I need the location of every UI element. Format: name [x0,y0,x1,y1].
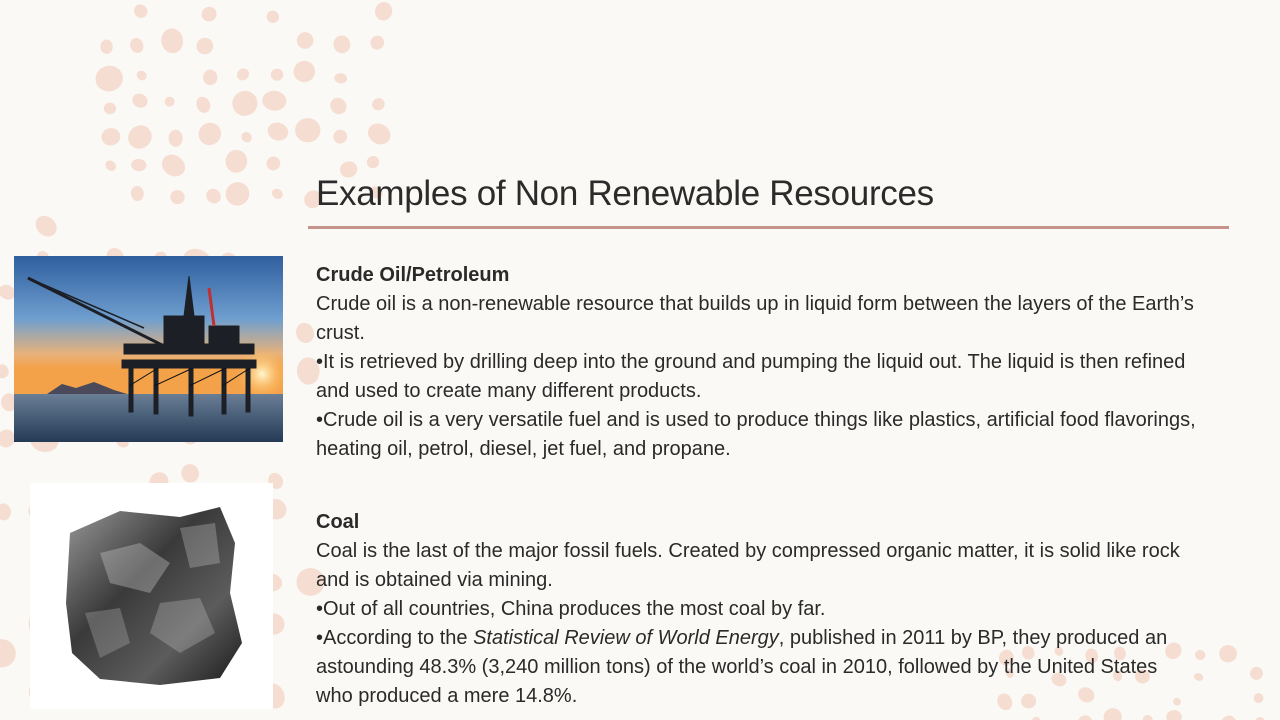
decorative-dot [364,119,394,148]
decorative-dot [293,320,317,345]
decorative-dot [0,362,11,380]
decorative-dot [235,66,252,83]
crude-oil-intro: Crude oil is a non-renewable resource that builds up in liquid form between the layers of the Earth’s crust. [316,293,1194,344]
decorative-dot [364,154,381,171]
decorative-dot [1077,714,1093,720]
decorative-dot [158,150,190,181]
decorative-dot [1031,716,1041,720]
decorative-dot [270,187,285,201]
decorative-dot [265,120,290,143]
decorative-dot [228,86,263,120]
decorative-dot [1141,713,1155,720]
decorative-dot [203,69,218,85]
decorative-dot [164,96,175,107]
coal-bullet-2-after: , published in 2011 by BP, they produced an astounding 48.3% (3,240 million tons) of the world’s coal in 2010, followed by the United States who produced a mere 14.8%. [316,627,1168,707]
coal-bullet-2-citation: Statistical Review of World Energy [473,627,779,649]
decorative-dot [135,69,149,82]
decorative-dot [131,2,150,21]
decorative-dot [131,158,147,172]
decorative-dot [103,158,118,173]
offshore-oil-rig-photo [14,256,283,442]
crude-oil-bullet-1: •It is retrieved by drilling deep into the ground and pumping the liquid out. The liquid is then refined and used to create many different products. [316,351,1186,402]
title-divider [308,226,1229,229]
decorative-dot [261,90,287,112]
coal-bullet-2 [316,624,1196,711]
decorative-dot [194,118,226,150]
decorative-dot [193,35,216,58]
decorative-dot [1218,644,1238,663]
decorative-dot [203,186,223,207]
decorative-dot [334,72,348,84]
slide-title: Examples of Non Renewable Resources [316,174,934,213]
coal-heading: Coal [316,511,360,533]
decorative-dot [1253,693,1264,704]
decorative-dot [123,121,156,154]
decorative-dot [290,57,319,86]
decorative-dot [0,639,16,667]
decorative-dot [168,130,183,148]
decorative-dot [1166,710,1182,720]
coal-bullet-2-before: •According to the [316,627,474,649]
coal-intro: Coal is the last of the major fossil fuels. Created by compressed organic matter, it is solid like rock and is obtained via mining. [316,540,1180,591]
decorative-dot [199,4,219,24]
decorative-dot [128,36,145,55]
decorative-dot [370,96,387,113]
decorative-dot [93,63,126,94]
decorative-dot [159,27,185,55]
crude-oil-section [316,261,1196,464]
decorative-dot [294,117,321,142]
decorative-dot [31,212,60,241]
coal-bullet-1: •Out of all countries, China produces the most coal by far. [316,598,826,620]
decorative-dot [373,0,395,23]
coal-lump-photo [30,483,273,709]
decorative-dot [194,95,213,115]
decorative-dot [294,29,317,52]
decorative-dot [179,461,202,485]
decorative-dot [225,149,248,173]
decorative-dot [331,127,350,146]
decorative-dot [221,177,254,210]
decorative-dot [100,127,122,147]
decorative-dot [239,130,254,145]
decorative-dot [369,34,385,51]
decorative-dot [1248,665,1265,682]
decorative-dot [103,102,116,115]
decorative-dot [270,68,284,82]
crude-oil-heading: Crude Oil/Petroleum [316,264,510,286]
decorative-dot [100,39,113,54]
decorative-dot [327,94,350,117]
crude-oil-bullet-2: •Crude oil is a very versatile fuel and is used to produce things like plastics, artificial food flavorings, heating oil, petrol, diesel, jet fuel, and propane. [316,409,1196,460]
decorative-dot [130,91,150,110]
decorative-dot [264,154,284,174]
decorative-dot [332,34,353,56]
decorative-dot [0,503,12,522]
decorative-dot [169,189,186,206]
coal-section [316,508,1196,711]
decorative-dot [264,8,281,25]
decorative-dot [130,185,145,202]
decorative-dot [1220,714,1238,720]
